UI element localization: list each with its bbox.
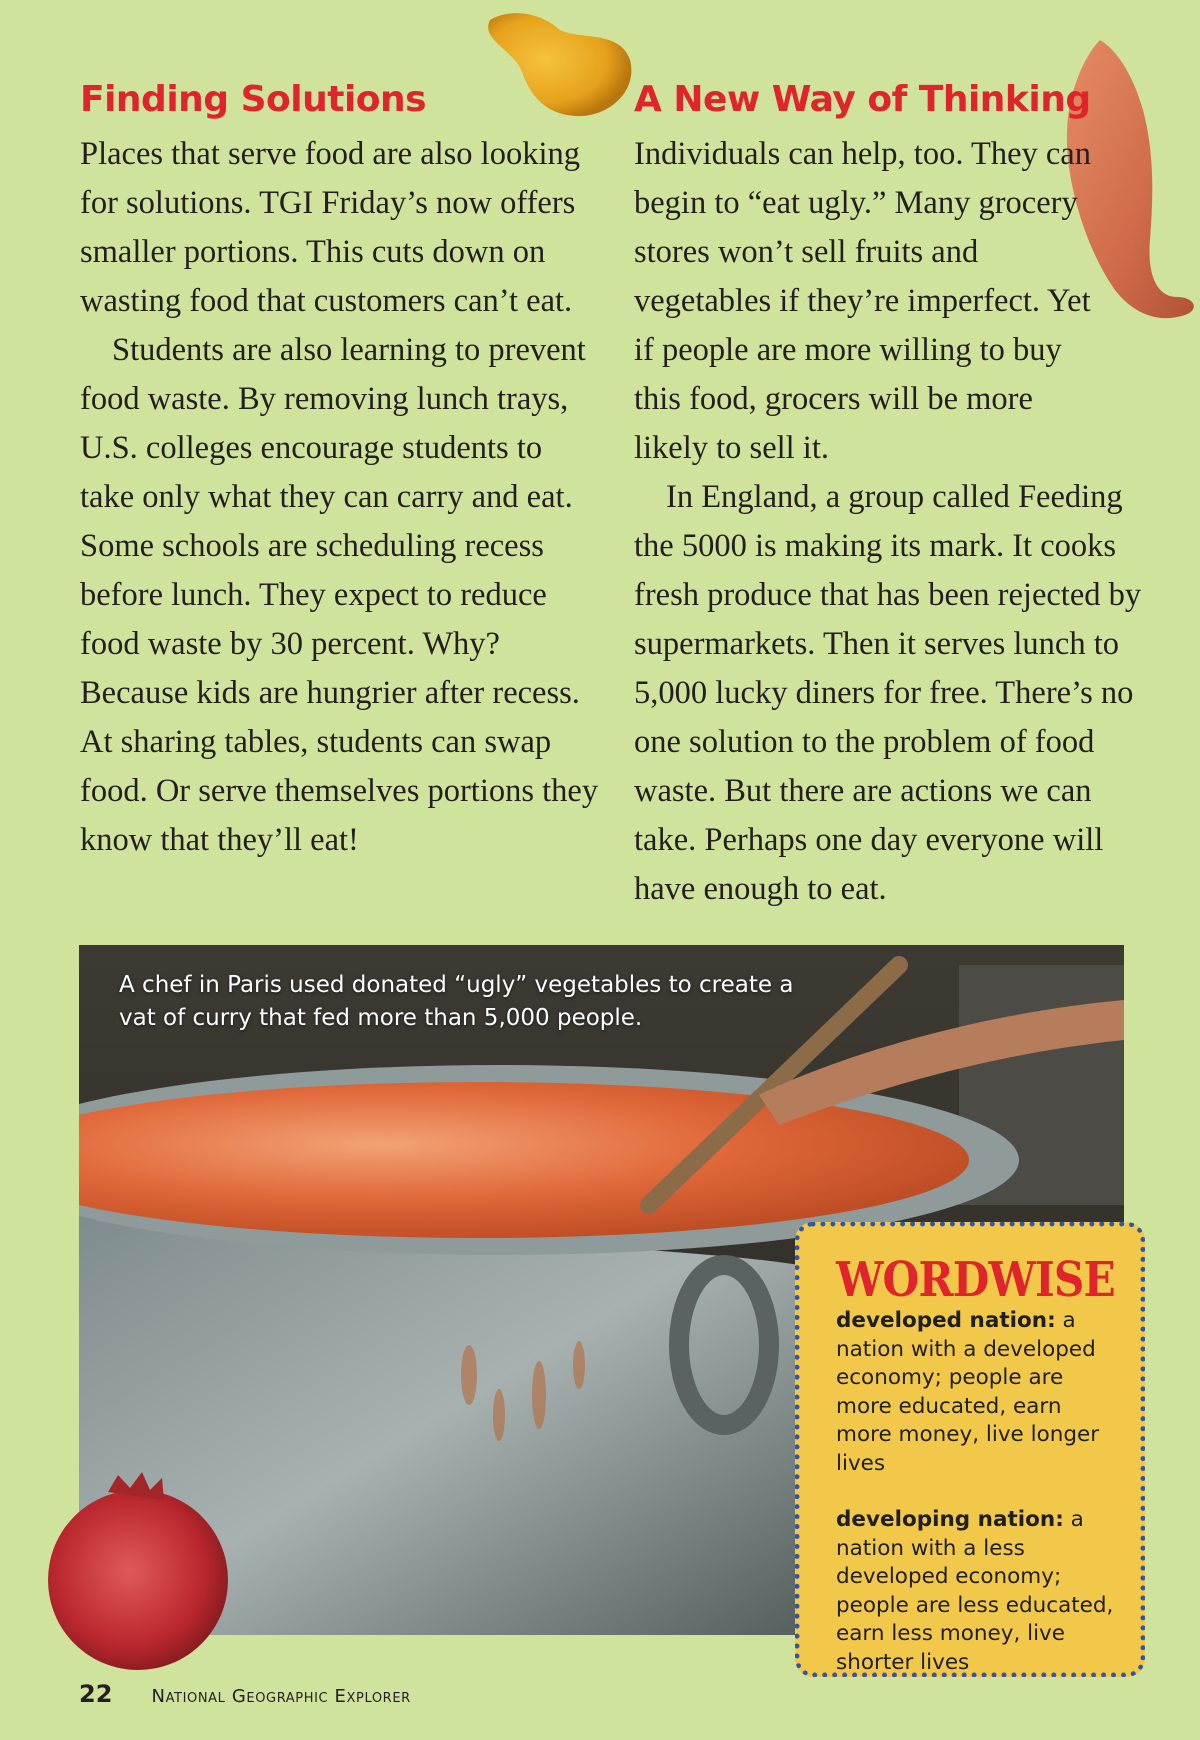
paragraph: Individuals can help, too. They can begin to “eat ugly.” Many grocery stores won’t sell fruits and vegetables if they’re imperfect. Yet if people are more willing to buy this food, grocers will be more likely to sell it. xyxy=(634,136,1091,466)
wordwise-glossary-box xyxy=(795,1222,1145,1677)
pomegranate-image xyxy=(38,1470,243,1670)
paragraph: Students are also learning to prevent food waste. By removing lunch trays, U.S. colleges encourage students to take only what they can carry and eat. Some schools are scheduling recess before lunch. They expect to reduce food waste by 30 percent. Why? Because kids are hungrier after recess. At sharing tables, students can swap food. Or serve themselves portions they know that they’ll eat! xyxy=(80,332,599,858)
publication-name: National Geographic Explorer xyxy=(151,1686,411,1707)
glossary-term: developing nation: xyxy=(836,1507,1064,1532)
paragraph: Places that serve food are also looking for solutions. TGI Friday’s now offers smaller portions. This cuts down on wasting food that customers can’t eat. xyxy=(80,136,580,319)
page-footer xyxy=(79,1680,411,1708)
left-column xyxy=(80,76,600,865)
glossary-entry xyxy=(836,1307,1118,1478)
photo-caption: A chef in Paris used donated “ugly” vegetables to create a vat of curry that fed more than 5,000 people. xyxy=(119,972,794,1031)
wordwise-title: WORDWISE xyxy=(836,1252,1115,1308)
page-number: 22 xyxy=(79,1680,113,1708)
glossary-definition: a nation with a developed economy; people are more educated, earn more money, live longer lives xyxy=(836,1308,1100,1476)
paragraph: In England, a group called Feeding the 5000 is making its mark. It cooks fresh produce that has been rejected by supermarkets. Then it serves lunch to 5,000 lucky diners for free. There’s no one solution to the problem of food waste. But there are actions we can take. Perhaps one day everyone will have enough to eat. xyxy=(634,479,1142,907)
section-heading-new-way-of-thinking: A New Way of Thinking xyxy=(634,79,1091,120)
glossary-term: developed nation: xyxy=(836,1308,1056,1333)
right-column xyxy=(634,76,1154,914)
glossary-definition: a nation with a less developed economy; people are less educated, earn less money, live shorter lives xyxy=(836,1507,1114,1675)
section-heading-finding-solutions: Finding Solutions xyxy=(80,79,427,120)
glossary-entry xyxy=(836,1506,1118,1677)
